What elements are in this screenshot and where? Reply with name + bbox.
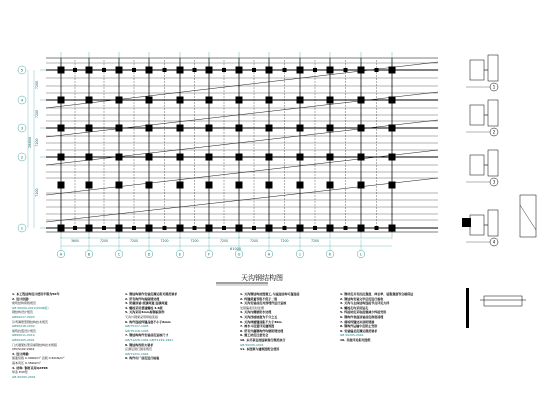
bay-dimension: 7200 [219, 239, 229, 243]
stub-column [283, 226, 287, 230]
axis-bubbles [18, 66, 365, 258]
note-line: GB/T1228-1991 GB/T1229-1991 [125, 337, 174, 342]
stub-column [375, 68, 379, 72]
steel-column [86, 125, 93, 132]
detail-section [470, 105, 484, 125]
note-line: 2. 焊缝质量等级不低于二级 [240, 296, 278, 301]
bay-dimension: 7200 [160, 239, 169, 243]
note-line: 11. 本图须与建筑图配合使用 [240, 347, 280, 352]
column-axis-label: E [178, 252, 182, 257]
steel-column [58, 67, 65, 74]
note-line: 4. 螺栓孔均采用钻孔 [340, 305, 369, 310]
note-line: 2. 所有构件均需除锈处理 [125, 296, 160, 301]
steel-column [58, 154, 65, 161]
note-line: 1. 钢结构制作安装应满足相关规范要求 [125, 292, 178, 296]
note-line: 5. 天沟采用3mm厚钢板制作 [125, 310, 165, 315]
bay-dimension: 7200 [99, 239, 109, 243]
steel-column [389, 97, 396, 104]
steel-column [177, 97, 184, 104]
steel-column [327, 125, 334, 132]
steel-column [266, 182, 273, 189]
steel-column [297, 182, 304, 189]
steel-column [116, 67, 123, 74]
note-line: 9. 施工时应注意安全 [240, 333, 269, 338]
row-axis-label: 5 [20, 67, 24, 73]
note-line: 建筑抗震设计规范 [12, 328, 37, 333]
note-line: 冷弯薄壁型钢结构技术规范 [12, 319, 49, 324]
bay-dimension: 7200 [310, 239, 320, 243]
column-axis-label: A [59, 252, 63, 257]
stub-column [252, 68, 256, 72]
note-line: 1. 天沟钢结构按图施工,与屋面结构可靠连接 [240, 292, 300, 296]
note-line: 10. 未尽事宜按国家现行规范执行 [240, 337, 286, 342]
steel-column [206, 225, 213, 232]
steel-column [297, 97, 304, 104]
note-line: 8. 钢构件运输中应防止变形 [340, 324, 378, 329]
detail-label: 1 [492, 84, 496, 90]
column-axis-label: C [117, 252, 121, 257]
note-line: 10. 其他详见相关图纸 [340, 337, 371, 342]
note-line: GB50205-2001 [12, 337, 35, 342]
steel-column [146, 67, 153, 74]
note-line: 基本风压 0.35kN/m² [12, 360, 41, 365]
stub-column [132, 226, 136, 230]
note-line: 1. 本工程结构设计使用年限为50年 [12, 292, 60, 296]
bay-dimension: 7200 [280, 239, 289, 243]
steel-column [146, 225, 153, 232]
note-line: 3. 防腐涂装:底漆两道 面漆两道 [125, 301, 168, 306]
column-axis-label: K [328, 252, 332, 257]
steel-column [297, 225, 304, 232]
overall-dimension: 61000 [230, 247, 242, 251]
note-line: GB50017-2003 [12, 314, 35, 319]
steel-column [177, 125, 184, 132]
steel-column [266, 125, 273, 132]
notes-column-3 [240, 292, 340, 352]
structural-plan [18, 52, 440, 258]
bay-dimension: 7200 [129, 239, 139, 243]
steel-column [389, 182, 396, 189]
steel-column [327, 182, 334, 189]
note-line: 5. 天沟找坡坡度为千分之五 [240, 314, 278, 319]
steel-column [86, 182, 93, 189]
steel-column [358, 225, 365, 232]
note-line: GB 50009-2012(2006版) [12, 305, 49, 310]
detail-section [470, 155, 484, 175]
note-line: 4. 螺栓采用普通螺栓 4.6级 [125, 305, 163, 310]
stub-column [163, 226, 167, 230]
steel-column [86, 97, 93, 104]
left-overall-dimension: 28800 [28, 136, 32, 148]
row-axis-label: 4 [20, 97, 24, 103]
note-line: 6. 天沟伸缩缝间距不大于30m [240, 319, 282, 324]
stub-column [193, 68, 197, 72]
stub-column [132, 68, 136, 72]
bay-dimension: 7200 [190, 239, 199, 243]
detail-section [470, 215, 484, 235]
note-line: GB/T5118-1995 [125, 328, 149, 333]
steel-column [236, 225, 243, 232]
note-line: 建筑结构荷载规范 [12, 301, 37, 306]
steel-column [58, 97, 65, 104]
column-axis-label: J [299, 252, 301, 257]
steel-column [58, 125, 65, 132]
steel-column [58, 225, 65, 232]
steel-column [236, 182, 243, 189]
steel-column [297, 125, 304, 132]
stub-column [313, 68, 317, 72]
row-dimension: 7200 [35, 80, 39, 90]
note-line: GB 50205-2001 [12, 374, 36, 379]
steel-column [116, 225, 123, 232]
stub-column [252, 226, 256, 230]
steel-column [327, 97, 334, 104]
steel-column [206, 182, 213, 189]
beams [46, 58, 438, 232]
steel-column [389, 225, 396, 232]
detail-label: 3 [492, 179, 496, 185]
steel-column [358, 154, 365, 161]
steel-column [327, 225, 334, 232]
note-line: 3. 设计荷载: [12, 351, 30, 356]
gutter-section-2 [484, 296, 522, 306]
steel-column [236, 125, 243, 132]
steel-column [358, 125, 365, 132]
note-line: GB50018-2002 [12, 324, 35, 329]
note-line: 钢结构设计规范 [12, 310, 34, 315]
detail-frame [520, 195, 536, 237]
grid-lines [40, 52, 440, 240]
steel-column [58, 182, 65, 189]
note-line: 8. 所有外露钢构件均做防锈处理 [240, 328, 284, 333]
note-line: 7. 雨水斗设置详见建筑图 [240, 324, 275, 329]
steel-column [358, 67, 365, 74]
detail-label: 4 [492, 239, 496, 245]
note-line: 6. 钢构件表面涂装前应彻底清理 [340, 314, 384, 319]
note-line: 1. 钢材应具有抗拉强度、伸长率、屈服强度等合格保证 [340, 292, 414, 296]
stub-column [222, 68, 226, 72]
steel-column [86, 154, 93, 161]
note-line: 3. 天沟与主体结构连接节点详见大样 [340, 301, 390, 306]
note-line: 9. 安装偏差应满足规范要求 [340, 328, 378, 333]
steel-column [297, 67, 304, 74]
note-line: GB/T5117-1995 [125, 324, 149, 329]
steel-column [177, 67, 184, 74]
detail-plate [488, 210, 498, 236]
steel-column [266, 97, 273, 104]
row-dimension: 7200 [35, 109, 39, 119]
notes-column-1 [12, 292, 117, 379]
note-line: 2. 设计依据: [12, 296, 30, 301]
steel-column [206, 125, 213, 132]
note-line: 天沟与钢梁采用焊接连接 [125, 314, 159, 319]
note-line: 4. 天沟内侧做防水处理 [240, 310, 272, 315]
steel-column [266, 67, 273, 74]
column-axis-label: D [147, 252, 151, 257]
stub-column [102, 226, 106, 230]
steel-column [389, 67, 396, 74]
note-line: 屋面恒载 0.30kN/m² 活载 0.50kN/m² [12, 356, 65, 361]
steel-column [86, 67, 93, 74]
note-line: 7. 现场焊缝处补涂防锈漆 [340, 319, 375, 324]
plan-title: 天沟钢结构图 [241, 274, 283, 282]
row-dimension: 7200 [35, 138, 39, 147]
steel-column [327, 154, 334, 161]
stub-column [283, 68, 287, 72]
column-section [462, 218, 471, 227]
stub-column [193, 226, 197, 230]
note-line: GB 50205-2001 [240, 342, 264, 347]
detail-plate [488, 100, 498, 126]
row-dimension: 7200 [35, 188, 39, 197]
detail-section [470, 60, 484, 80]
steel-column [116, 182, 123, 189]
steel-column [297, 154, 304, 161]
steel-column [206, 97, 213, 104]
steel-column [327, 67, 334, 74]
stub-column [313, 226, 317, 230]
note-line: 8. 钢结构的防火要求 [125, 342, 154, 347]
stub-column [163, 68, 167, 72]
bay-dimension: 7200 [249, 239, 259, 243]
note-line: 门式刚架轻型房屋钢结构技术规程 [12, 342, 58, 347]
steel-column [146, 182, 153, 189]
note-line: CECS102:2002 [12, 347, 35, 352]
steel-column [206, 154, 213, 161]
note-line: 5. 焊接时应采取措施减少焊接变形 [340, 310, 387, 315]
detail-brace [520, 205, 536, 230]
steel-column [389, 125, 396, 132]
stub-column [344, 68, 348, 72]
steel-column [177, 182, 184, 189]
steel-column [389, 154, 396, 161]
note-line: 4. 材料: 钢材采用Q235B [12, 365, 48, 370]
row-axis-label: 3 [20, 125, 24, 131]
steel-column [358, 182, 365, 189]
row-axis-label: 2 [20, 154, 24, 160]
steel-column [236, 154, 243, 161]
note-line: 发现偏差及时处理 [240, 305, 265, 310]
steel-column [116, 154, 123, 161]
note-line: GB/T1231-1991 [125, 351, 149, 356]
steel-column [206, 67, 213, 74]
stub-column [102, 68, 106, 72]
stub-column [73, 226, 77, 230]
steel-column [146, 125, 153, 132]
column-axis-label: L [359, 252, 363, 257]
detail-label: 2 [492, 129, 496, 135]
steel-column [86, 225, 93, 232]
column-axis-label: G [237, 252, 241, 257]
steel-column [266, 225, 273, 232]
steel-columns [58, 67, 396, 232]
column-axis-label: F [207, 252, 211, 257]
note-line: GB 50205-2001 [340, 333, 364, 338]
steel-column [146, 97, 153, 104]
steel-column [236, 67, 243, 74]
steel-column [146, 154, 153, 161]
steel-column [358, 97, 365, 104]
column-axis-label: B [87, 252, 91, 257]
steel-column [116, 97, 123, 104]
stub-column [344, 226, 348, 230]
steel-column [116, 125, 123, 132]
detail-area [462, 55, 536, 328]
note-line: 应满足现行国家规范 [125, 347, 153, 352]
detail-plate [488, 55, 498, 81]
row-axis-label: 1 [20, 225, 24, 231]
stub-column [73, 68, 77, 72]
note-line: 焊条 E43型 [12, 370, 28, 375]
note-line: 7. 钢结构构件安装前应复核尺寸 [125, 333, 169, 338]
note-line: GB50011-2010 [12, 333, 35, 338]
note-line: 2. 钢结构安装完毕后应进行验收 [340, 296, 384, 301]
steel-column [177, 154, 184, 161]
bay-dimension: 3600 [70, 239, 80, 243]
notes-column-2 [125, 292, 230, 361]
note-line: 6. 构件连接焊缝高度不小于6mm [125, 319, 171, 324]
detail-plate [488, 150, 498, 176]
steel-column [266, 154, 273, 161]
note-line: 3. 天沟安装前应对预埋件进行复核 [240, 301, 287, 306]
steel-column [236, 97, 243, 104]
column-axis-label: H [267, 252, 271, 257]
notes-column-4 [340, 292, 450, 343]
stub-column [375, 226, 379, 230]
steel-column [177, 225, 184, 232]
note-line: 9. 构件出厂前应进行检验 [125, 356, 160, 361]
stub-column [222, 226, 226, 230]
gutter-section-1 [466, 288, 469, 328]
